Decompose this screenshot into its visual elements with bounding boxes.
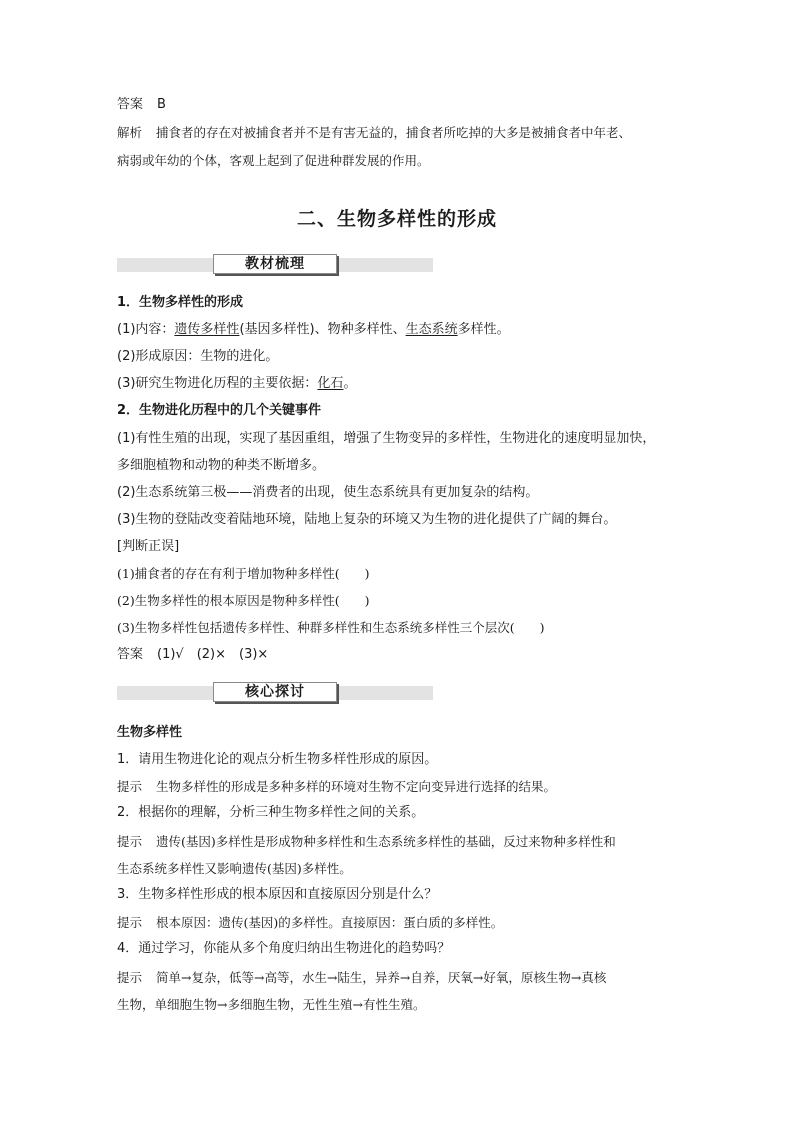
s1-item-3-underline: 化石 bbox=[317, 376, 344, 391]
analysis-label: 解析 bbox=[117, 125, 143, 140]
section-band-textbook bbox=[117, 258, 433, 272]
s1-item-3-prefix: (3)研究生物进化历程的主要依据： bbox=[117, 376, 318, 391]
band-label-textbook: 教材梳理 bbox=[213, 254, 337, 274]
core-q4: 4．通过学习，你能从多个角度归纳出生物进化的趋势吗？ bbox=[117, 941, 451, 956]
s1-item-1 bbox=[117, 321, 510, 339]
s1-item-1-underline-2: 生态系统 bbox=[405, 322, 458, 337]
s1-item-1-underline-1: 遗传多样性 bbox=[174, 322, 240, 337]
analysis-text-1: 捕食者的存在对被捕食者并不是有害无益的，捕食者所吃掉的大多是被捕食者中年老、 bbox=[156, 125, 632, 140]
analysis-line-2: 病弱或年幼的个体，客观上起到了促进种群发展的作用。 bbox=[117, 153, 430, 168]
s1-item-3 bbox=[117, 375, 356, 393]
answer-label: 答案 bbox=[117, 97, 144, 112]
judge-heading: [判断正误] bbox=[117, 539, 180, 554]
hint-label-1: 提示 bbox=[117, 779, 143, 794]
core-hint-4b: 生物，单细胞生物→多细胞生物，无性生殖→有性生殖。 bbox=[117, 997, 426, 1012]
s1-item-1-prefix: (1)内容： bbox=[117, 322, 175, 337]
core-hint-3 bbox=[117, 914, 503, 932]
s2-item-2: (2)生态系统第三极——消费者的出现，使生态系统具有更加复杂的结构。 bbox=[117, 485, 539, 500]
s2-item-1a: (1)有性生殖的出现，实现了基因重组，增强了生物变异的多样性，生物进化的速度明显加快， bbox=[117, 431, 656, 446]
hint-text-1: 生物多样性的形成是多种多样的环境对生物不定向变异进行选择的结果。 bbox=[156, 779, 557, 794]
s1-item-1-suffix: 多样性。 bbox=[457, 322, 510, 337]
answer-value: B bbox=[157, 97, 166, 112]
s1-item-3-suffix: 。 bbox=[343, 376, 357, 391]
judge-answer-value: (1)√ (2)× (3)× bbox=[157, 647, 269, 662]
core-q2: 2．根据你的理解，分析三种生物多样性之间的关系。 bbox=[117, 805, 425, 820]
analysis-line-1 bbox=[117, 124, 631, 142]
band-label-core: 核心探讨 bbox=[213, 682, 337, 702]
hint-text-2a: 遗传(基因)多样性是形成物种多样性和生态系统多样性的基础，反过来物种多样性和 bbox=[156, 834, 616, 849]
hint-text-4a: 简单→复杂，低等→高等，水生→陆生，异养→自养，厌氧→好氧，原核生物→真核 bbox=[156, 970, 607, 985]
hint-label-4: 提示 bbox=[117, 970, 143, 985]
core-q3: 3．生物多样性形成的根本原因和直接原因分别是什么？ bbox=[117, 887, 438, 902]
section-band-core bbox=[117, 686, 433, 700]
hint-label-3: 提示 bbox=[117, 915, 143, 930]
core-q1: 1．请用生物进化论的观点分析生物多样性形成的原因。 bbox=[117, 752, 438, 767]
core-hint-2a bbox=[117, 833, 616, 851]
core-hint-2b: 生态系统多样性又影响遗传(基因)多样性。 bbox=[117, 861, 352, 876]
s1-item-1-mid: (基因多样性)、物种多样性、 bbox=[239, 322, 406, 337]
judge-q1: (1)捕食者的存在有利于增加物种多样性( ) bbox=[117, 566, 370, 581]
judge-answer-label: 答案 bbox=[117, 647, 144, 662]
core-hint-4a bbox=[117, 969, 606, 987]
core-hint-1 bbox=[117, 778, 556, 796]
judge-q3: (3)生物多样性包括遗传多样性、种群多样性和生态系统多样性三个层次( ) bbox=[117, 620, 545, 635]
judge-q2: (2)生物多样性的根本原因是物种多样性( ) bbox=[117, 593, 370, 608]
hint-label-2: 提示 bbox=[117, 834, 143, 849]
hint-text-3: 根本原因：遗传(基因)的多样性。直接原因：蛋白质的多样性。 bbox=[156, 915, 504, 930]
section-title: 二、生物多样性的形成 bbox=[296, 208, 497, 230]
core-heading: 生物多样性 bbox=[117, 725, 183, 740]
s2-item-1b: 多细胞植物和动物的种类不断增多。 bbox=[117, 458, 326, 473]
judge-answer bbox=[117, 646, 268, 664]
s1-heading: 1．生物多样性的形成 bbox=[117, 295, 244, 310]
answer-line bbox=[117, 96, 166, 114]
s1-item-2: (2)形成原因：生物的进化。 bbox=[117, 349, 279, 364]
s2-item-3: (3)生物的登陆改变着陆地环境，陆地上复杂的环境又为生物的进化提供了广阔的舞台。 bbox=[117, 512, 617, 527]
s2-heading: 2．生物进化历程中的几个关键事件 bbox=[117, 403, 322, 418]
